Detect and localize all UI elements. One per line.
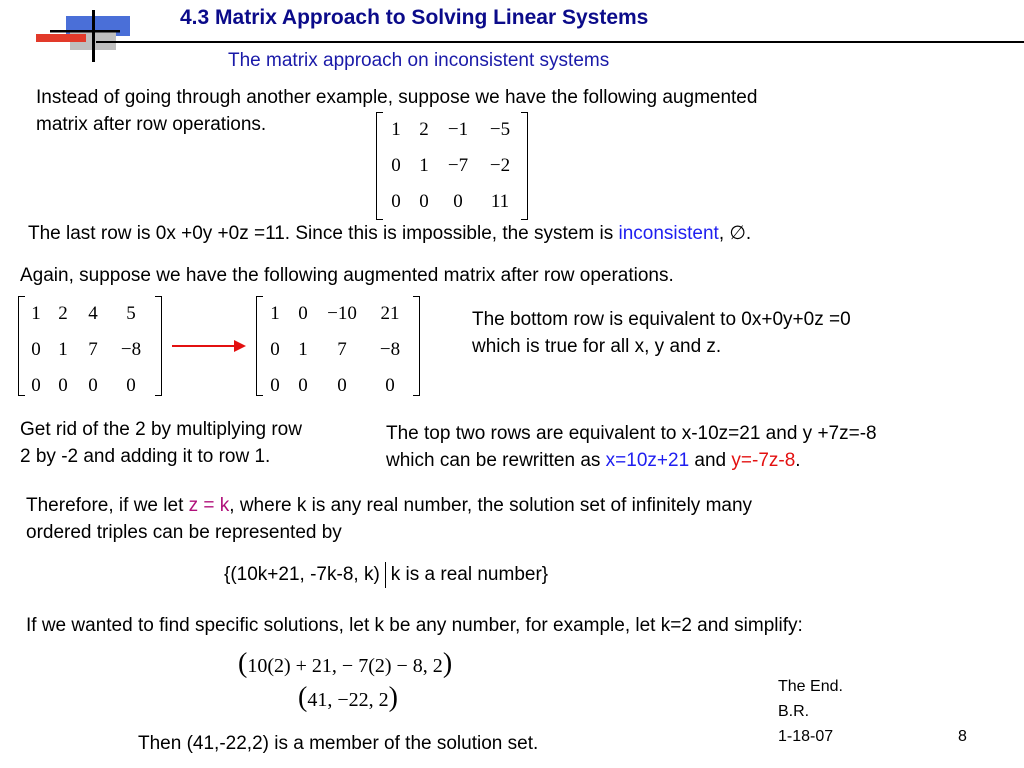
matrix-cell: 1 (270, 303, 280, 324)
matrix-row (382, 148, 522, 184)
expression-substituted-body: 10(2) + 21, − 7(2) − 8, 2 (247, 655, 443, 677)
matrix-cell: 2 (419, 119, 429, 140)
matrix-cell: 0 (419, 191, 429, 212)
matrix-inconsistent (376, 112, 528, 220)
last-row-text (28, 220, 751, 247)
matrix-cell: 7 (88, 339, 98, 360)
footer-author: B.R. (778, 703, 810, 720)
matrix-cell: 1 (58, 339, 68, 360)
matrix-before (18, 296, 162, 396)
matrix-cell: 1 (31, 303, 41, 324)
matrix-cell: −5 (489, 119, 511, 140)
therefore-line-1 (26, 492, 752, 519)
again-text: Again, suppose we have the following augmented matrix after row operations. (20, 265, 674, 286)
conclusion-text: Then (41,-22,2) is a member of the solution set. (138, 733, 539, 754)
top-two-and: and (689, 450, 732, 471)
therefore-after: , where k is any real number, the solution set of infinitely many (229, 495, 753, 516)
expression-simplified: (41, −22, 2) (298, 682, 398, 713)
matrix-cell: −8 (379, 339, 401, 360)
matrix-cell: 0 (385, 375, 395, 396)
bottom-row-line-1: The bottom row is equivalent to 0x+0y+0z =0 (472, 309, 851, 330)
matrix-cell: 21 (380, 303, 400, 324)
matrix-cell: 0 (298, 375, 308, 396)
matrix-cell: −7 (447, 155, 469, 176)
matrix-cell: 0 (126, 375, 136, 396)
get-rid-line-2: 2 by -2 and adding it to row 1. (20, 446, 271, 467)
matrix-cell: 5 (126, 303, 136, 324)
expression-substituted: (10(2) + 21, − 7(2) − 8, 2) (238, 648, 453, 679)
bottom-row-line-2: which is true for all x, y and z. (472, 336, 722, 357)
matrix-cell: 4 (88, 303, 98, 324)
y-expression: y=-7z-8 (731, 450, 796, 471)
solution-set-left: {(10k+21, -7k-8, k) (224, 564, 380, 585)
matrix-row (24, 296, 154, 332)
expression-simplified-body: 41, −22, 2 (307, 689, 389, 711)
matrix-cell: −10 (327, 303, 357, 324)
matrix-cell: 0 (31, 375, 41, 396)
top-two-line-1: The top two rows are equivalent to x-10z=21 and y +7z=-8 (386, 423, 877, 444)
matrix-row (262, 332, 414, 368)
intro-line-2: matrix after row operations. (36, 114, 267, 135)
such-that-bar (385, 562, 386, 588)
matrix-cell: 0 (270, 339, 280, 360)
top-two-end: . (795, 450, 801, 471)
top-two-before: which can be rewritten as (386, 450, 606, 471)
specific-text: If we wanted to find specific solutions, let k be any number, for example, let k=2 and simplify: (26, 615, 803, 636)
matrix-cell: 11 (490, 191, 510, 212)
matrix-cell: 0 (270, 375, 280, 396)
matrix-cell: 0 (453, 191, 463, 212)
therefore-line-2: ordered triples can be represented by (26, 522, 342, 543)
matrix-row (24, 332, 154, 368)
matrix-row (382, 112, 522, 148)
matrix-row (262, 368, 414, 404)
top-two-line-2 (386, 447, 801, 474)
matrix-row (382, 184, 522, 220)
therefore-before: Therefore, if we let (26, 495, 189, 516)
footer-end: The End. (778, 678, 843, 695)
solution-set-right: k is a real number} (390, 564, 549, 585)
intro-line-1: Instead of going through another example, suppose we have the following augmented (36, 87, 758, 108)
solution-set (224, 561, 548, 588)
matrix-cell: 0 (31, 339, 41, 360)
page-number: 8 (958, 728, 967, 745)
footer-date: 1-18-07 (778, 728, 834, 745)
matrix-cell: 7 (337, 339, 347, 360)
slide-subtitle: The matrix approach on inconsistent systems (228, 50, 610, 71)
arrow-right-icon (170, 336, 250, 356)
matrix-after (256, 296, 420, 396)
matrix-cell: −2 (489, 155, 511, 176)
inconsistent-term: inconsistent (618, 223, 719, 244)
matrix-cell: 2 (58, 303, 68, 324)
matrix-cell: −8 (120, 339, 142, 360)
header-rule (96, 41, 1024, 43)
logo-icon (30, 6, 140, 66)
matrix-cell: 1 (419, 155, 429, 176)
matrix-cell: 0 (58, 375, 68, 396)
matrix-cell: 0 (391, 155, 401, 176)
matrix-cell: 0 (391, 191, 401, 212)
last-row-after: , ∅. (718, 223, 752, 244)
z-expression: z = k (188, 495, 230, 516)
slide-title: 4.3 Matrix Approach to Solving Linear Systems (180, 6, 649, 29)
matrix-cell: 1 (298, 339, 308, 360)
x-expression: x=10z+21 (605, 450, 690, 471)
matrix-row (24, 368, 154, 404)
matrix-row (262, 296, 414, 332)
matrix-cell: −1 (447, 119, 469, 140)
matrix-cell: 0 (298, 303, 308, 324)
get-rid-line-1: Get rid of the 2 by multiplying row (20, 419, 302, 440)
matrix-cell: 0 (337, 375, 347, 396)
matrix-cell: 1 (391, 119, 401, 140)
last-row-before: The last row is 0x +0y +0z =11. Since this is impossible, the system is (28, 223, 619, 244)
matrix-cell: 0 (88, 375, 98, 396)
